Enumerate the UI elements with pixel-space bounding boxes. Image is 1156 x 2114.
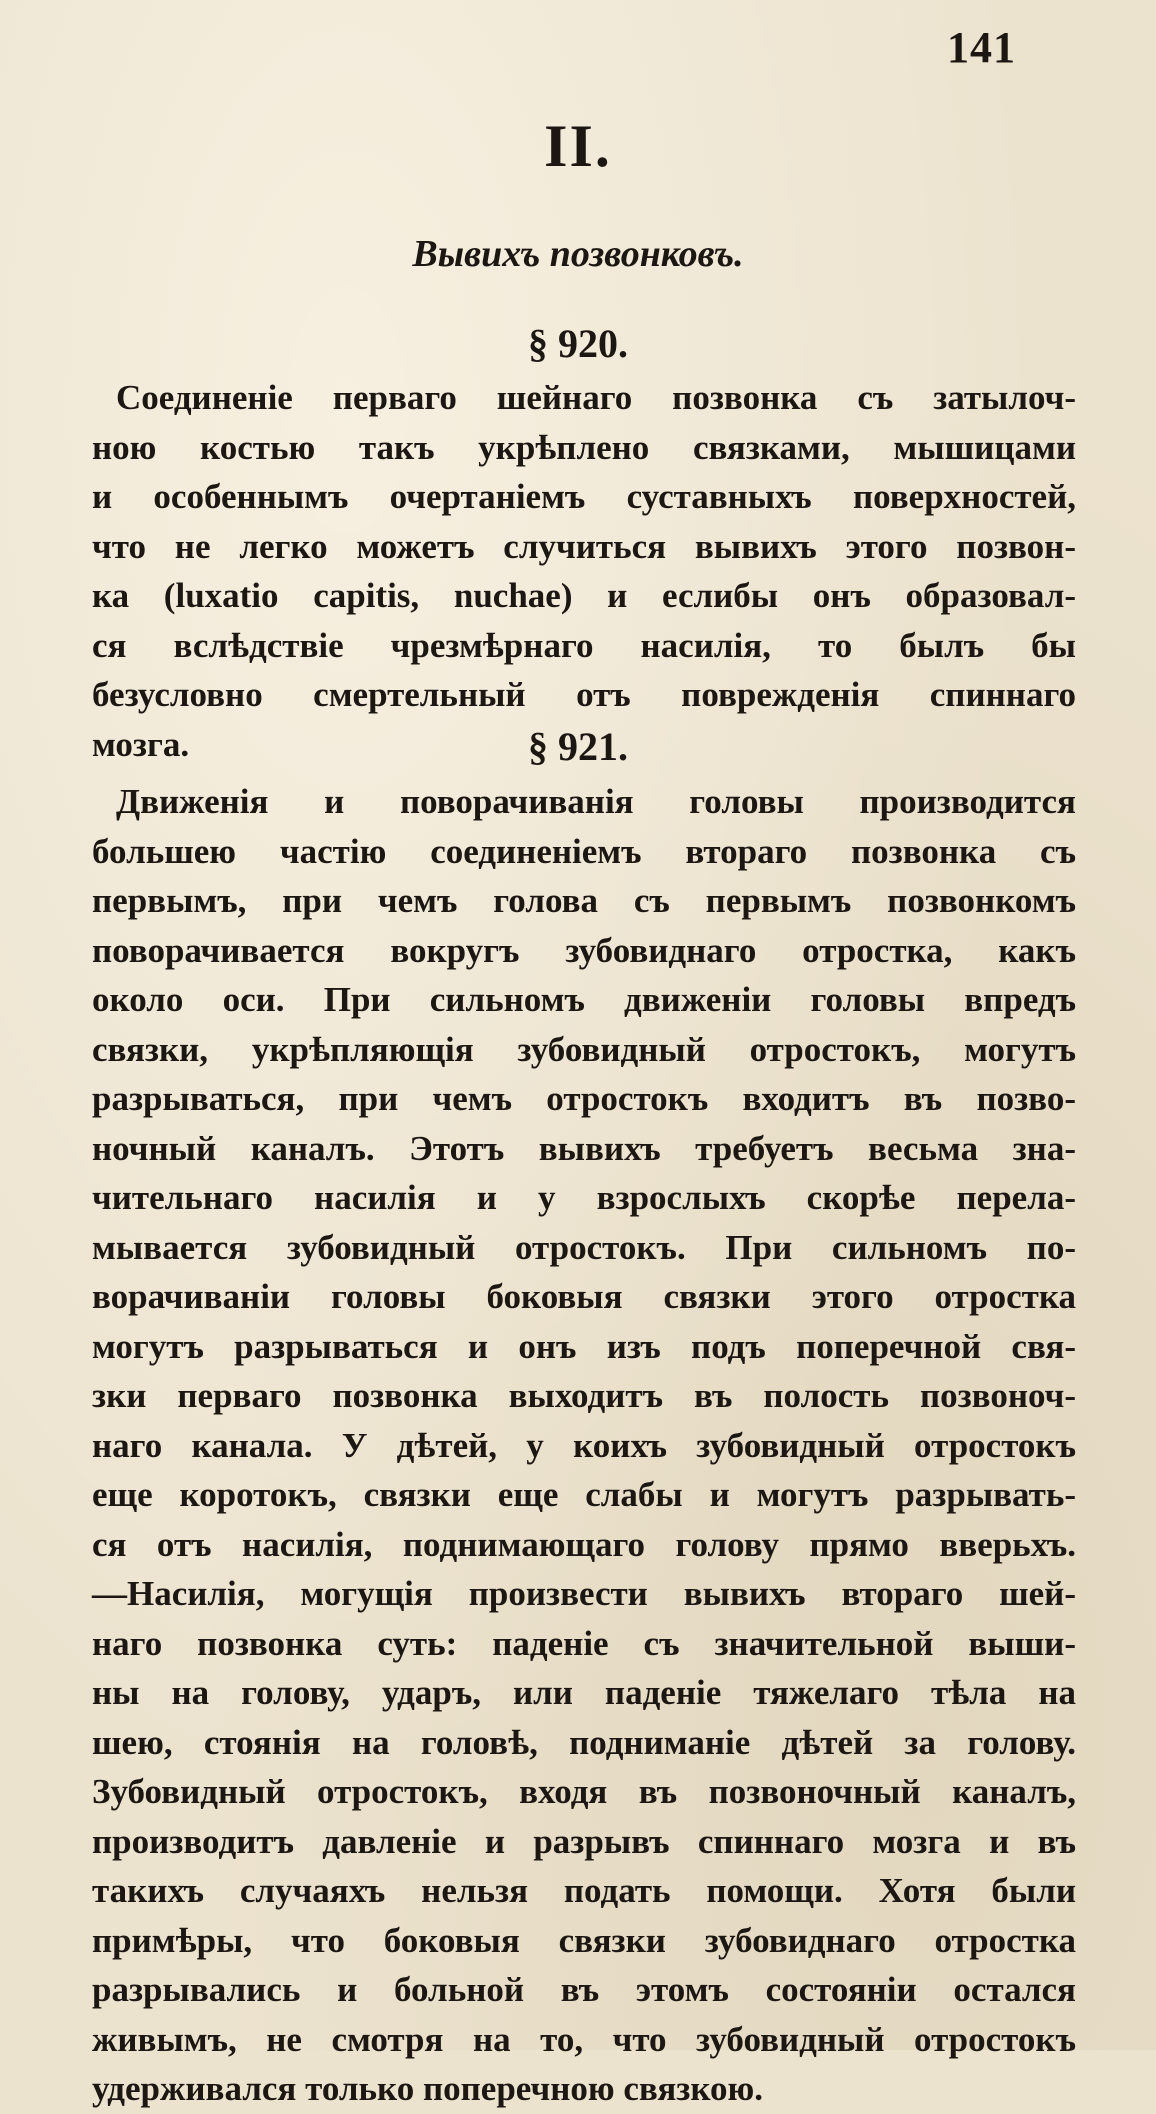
text-line: живымъ, не смотря на то, что зубовидный отростокъ — [92, 2019, 1076, 2059]
text-line: Соединенie перваго шейнаго позвонка съ затылоч- — [116, 378, 1076, 417]
text-line: зки перваго позвонка выходитъ въ полость позвоноч- — [92, 1376, 1076, 1415]
text-line: большею частiю соединенiемъ втораго позвонка съ — [92, 831, 1076, 871]
text-line: чительнаго насилiя и у взрослыхъ скорѣе перела- — [92, 1178, 1076, 1217]
chapter-numeral: II. — [544, 113, 612, 179]
text-line: производитъ давленiе и разрывъ спиннаго мозга и въ — [92, 1821, 1076, 1861]
text-line: около оси. При сильномъ движенiи головы впредъ — [92, 980, 1076, 1019]
text-line: —Насилiя, могущiя произвести вывихъ втораго шей- — [92, 1574, 1076, 1613]
text-line: ка (luxatio capitis, nuchae) и еслибы онъ образовал- — [92, 576, 1076, 615]
text-line: Движенiя и поворачиванiя головы производится — [116, 782, 1076, 821]
section-heading-920: § 920. — [528, 321, 628, 366]
text-line: что не легко можетъ случиться вывихъ этого позвон- — [92, 526, 1076, 566]
text-line: мозга. — [92, 724, 190, 764]
section-heading-921: § 921. — [528, 724, 628, 769]
text-line: поворачивается вокругъ зубовиднаго отростка, какъ — [92, 930, 1076, 970]
text-line: ся вслѣдствiе чрезмѣрнаго насилiя, то былъ бы — [92, 625, 1076, 665]
text-line: разрываться, при чемъ отростокъ входитъ въ позво- — [92, 1079, 1076, 1118]
text-line: наго позвонка суть: паденiе съ значительной выши- — [92, 1623, 1076, 1663]
text-line: могутъ разрываться и онъ изъ подъ поперечной свя- — [92, 1326, 1076, 1366]
text-line: ночный каналъ. Этотъ вывихъ требуетъ весьма зна- — [92, 1128, 1076, 1168]
text-line: Зубовидный отростокъ, входя въ позвоночный каналъ, — [92, 1772, 1076, 1811]
text-line: удерживался только поперечною связкою. — [92, 2069, 764, 2108]
text-line: наго канала. У дѣтей, у коихъ зубовидный отростокъ — [92, 1425, 1076, 1465]
text-line: такихъ случаяхъ нельзя подать помощи. Хотя были — [92, 1871, 1076, 1910]
section-921-body — [92, 777, 1076, 2114]
text-line: ны на голову, ударъ, или паденiе тяжелаго тѣла на — [92, 1673, 1076, 1712]
text-line: примѣры, что боковыя связки зубовиднаго отростка — [92, 1920, 1076, 1960]
text-line: шею, стоянiя на головѣ, подниманiе дѣтей за голову. — [92, 1722, 1076, 1762]
text-line: разрывались и больной въ этомъ состоянiи остался — [92, 1970, 1076, 2009]
text-line: безусловно смертельный отъ поврежденiя спиннаго — [92, 675, 1076, 714]
text-line: первымъ, при чемъ голова съ первымъ позвонкомъ — [92, 881, 1076, 920]
page-number: 141 — [947, 23, 1016, 72]
chapter-title: Вывихъ позвонковъ. — [412, 233, 744, 275]
text-line: еще коротокъ, связки еще слабы и могутъ разрывать- — [92, 1475, 1076, 1514]
text-line: и особеннымъ очертанiемъ суставныхъ поверхностей, — [92, 477, 1076, 516]
text-line: ся отъ насилiя, поднимающаго голову прямо вверьхъ. — [92, 1524, 1076, 1564]
text-line: ною костью такъ укрѣплено связками, мышицами — [92, 427, 1076, 467]
text-line: мывается зубовидный отростокъ. При сильномъ по- — [92, 1227, 1076, 1267]
section-920-body — [92, 373, 1076, 769]
text-line: ворачиванiи головы боковыя связки этого отростка — [92, 1277, 1076, 1316]
text-line: связки, укрѣпляющiя зубовидный отростокъ, могутъ — [92, 1029, 1076, 1069]
